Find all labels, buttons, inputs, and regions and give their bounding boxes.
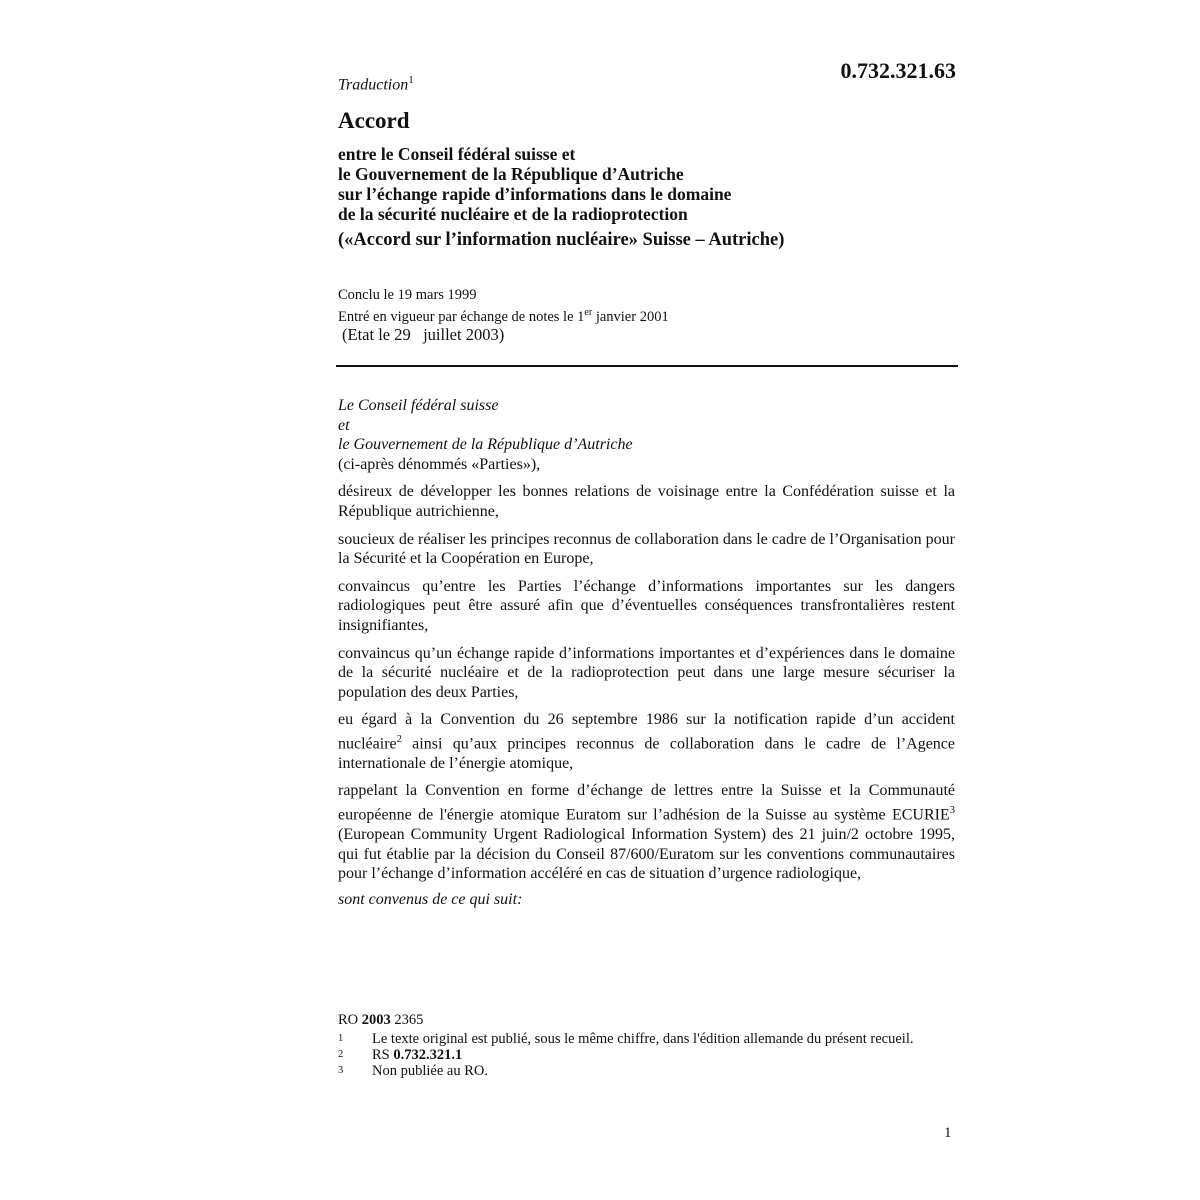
divider	[336, 365, 958, 367]
subtitle-line: sur l’échange rapide d’informations dans le domaine	[338, 184, 732, 204]
conjunction: et	[338, 416, 350, 434]
p6-text-a: rappelant la Convention en forme d’échange de lettres entre la Suisse et la Communauté européenne de l'énergie atomique Euratom sur l’adhésion de la Suisse au système ECURIE	[338, 782, 955, 824]
footnote-number: 2	[338, 1049, 344, 1060]
subtitle	[338, 144, 958, 224]
page-number: 1	[944, 1125, 952, 1141]
entry-into-force	[338, 304, 669, 326]
translation-text: Traduction	[338, 76, 409, 94]
footnote-bold: 0.732.321.1	[393, 1047, 463, 1063]
parties-note: (ci-après dénommés «Parties»),	[338, 455, 541, 473]
footnote-number: 1	[338, 1033, 344, 1044]
entry-suffix: janvier 2001	[592, 308, 669, 325]
preamble-paragraph: convaincus qu’entre les Parties l’échange d’informations importantes sur les dangers radiologiques peut être assuré afin que d’éventuelles conséquences transfrontalières restent insignifiantes,	[338, 577, 955, 634]
footnote	[338, 1031, 958, 1047]
dates-block	[338, 287, 669, 326]
page-title: Accord	[338, 108, 410, 133]
subtitle-line: entre le Conseil fédéral suisse et	[338, 144, 576, 164]
preamble-paragraph: soucieux de réaliser les principes reconnus de collaboration dans le cadre de l’Organisation pour la Sécurité et la Coopération en Europe,	[338, 530, 955, 568]
subtitle-line: de la sécurité nucléaire et de la radioprotection	[338, 204, 688, 224]
footnote-prefix: RS	[372, 1047, 394, 1063]
closing-formula: sont convenus de ce qui suit:	[338, 890, 523, 908]
p6-text-b: (European Community Urgent Radiological Information System) des 21 juin/2 octobre 1995, qui fut établie par la décision du Conseil 87/600/Euratom sur les conventions communautaires pour l’échange d’information accéléré en cas de situation d’urgence radiologique,	[338, 825, 955, 883]
party-1: Le Conseil fédéral suisse	[338, 397, 499, 414]
preamble-paragraph	[338, 781, 955, 883]
footnote-text: Le texte original est publié, sous le même chiffre, dans l'édition allemande du présent recueil.	[372, 1031, 914, 1047]
concluded-date: Conclu le 19 mars 1999	[338, 287, 477, 303]
footnote	[338, 1047, 958, 1063]
short-title: («Accord sur l’information nucléaire» Suisse – Autriche)	[338, 230, 785, 250]
subtitle-line: le Gouvernement de la République d’Autriche	[338, 164, 684, 184]
entry-prefix: Entré en vigueur par échange de notes le 1	[338, 308, 585, 325]
footnote-number: 3	[338, 1065, 344, 1076]
p5-text-b: ainsi qu’aux principes reconnus de collaboration dans le cadre de l’Agence internationale de l’énergie atomique,	[338, 735, 955, 772]
translation-label	[338, 74, 414, 94]
document-number: 0.732.321.63	[840, 58, 956, 83]
footnote-ref-1: 1	[408, 74, 414, 86]
preamble	[338, 396, 955, 909]
footnote-text: Non publiée au RO.	[372, 1063, 488, 1079]
ro-prefix: RO	[338, 1012, 362, 1028]
preamble-paragraph: convaincus qu’un échange rapide d’informations importantes et d’expériences dans le domaine de la sécurité nucléaire et de la radioprotection peut dans une large mesure sécuriser la population des deux Parties,	[338, 644, 955, 701]
status-date	[342, 325, 504, 345]
party-2: le Gouvernement de la République d’Autriche	[338, 436, 633, 454]
footnote	[338, 1063, 958, 1079]
status-text: (Etat le 29 juillet 2003)	[342, 325, 505, 344]
preamble-paragraph: désireux de développer les bonnes relations de voisinage entre la Confédération suisse et la République autrichienne,	[338, 483, 955, 520]
ro-year: 2003	[361, 1012, 391, 1028]
footnote-ref-2: 2	[396, 733, 402, 745]
ro-reference	[338, 1012, 423, 1029]
footnotes	[338, 1031, 958, 1079]
p5-text-a: eu égard à la Convention du 26 septembre 1986 sur la notification rapide d’un accident nucléaire	[338, 711, 955, 753]
footnote-ref-3: 3	[949, 805, 955, 817]
ro-page: 2365	[390, 1012, 424, 1028]
preamble-paragraph	[338, 710, 955, 773]
entry-sup: er	[584, 307, 593, 318]
footnote-text	[372, 1047, 958, 1063]
